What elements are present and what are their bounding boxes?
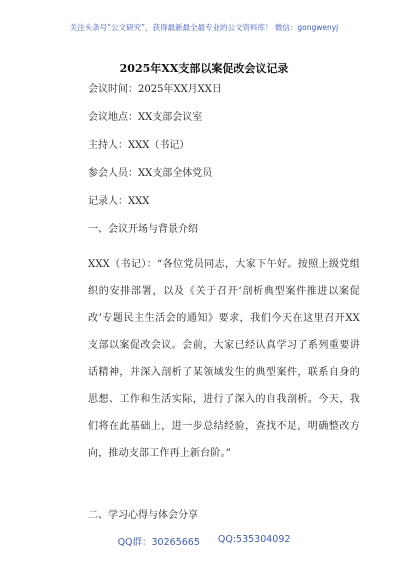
meeting-recorder: 记录人：XXX (88, 196, 150, 207)
section-heading-1: 一、会议开场与背景介绍 (88, 224, 198, 235)
footer (0, 534, 408, 548)
footer-qq-group: QQ群：30265665 (117, 537, 200, 548)
header-note: 关注头条号“公文研究”，获得最新最全最专业的公文资料库！ 微信：gongwenyj (69, 23, 339, 32)
meeting-host: 主持人：XXX（书记） (88, 140, 190, 151)
paragraph-1: XXX（书记）：“各位党员同志，大家下午好。按照上级党组织的安排部署，以及《关于召开‘剖析典型案件推进以案促改’专题民主生活会的通知》要求，我们今天在这里召开XX支部以案促改会议。会前，大家已经认真学习了系列重要讲话精神，并深入剖析了某领域发生的典型案件，联系自身的思想、工作和生活实际，进行了深入的自我剖析。今天，我们将在此基础上，进一步总结经验，查找不足，明确整改方向，推动支部工作再上新台阶。” (88, 259, 360, 459)
footer-qq: QQ:535304092 (217, 534, 291, 545)
document-title: 2025年XX支部以案促改会议记录 (119, 62, 289, 75)
meeting-time: 会议时间：2025年XX月XX日 (88, 84, 222, 95)
meeting-attendees: 参会人员：XX支部全体党员 (88, 168, 213, 179)
meeting-location: 会议地点：XX支部会议室 (88, 112, 203, 123)
section-heading-2: 二、学习心得与体会分享 (88, 510, 198, 521)
meeting-info (88, 84, 358, 252)
